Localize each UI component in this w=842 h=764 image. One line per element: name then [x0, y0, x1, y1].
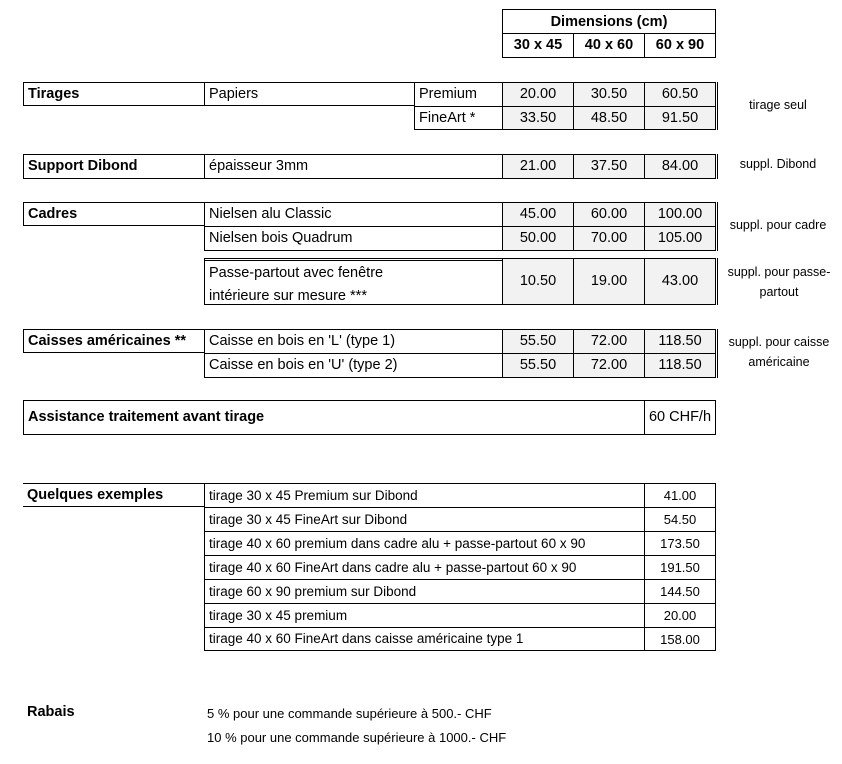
price-value: 60.50	[661, 86, 699, 103]
price-cell	[502, 226, 574, 251]
paper-label: Premium	[419, 86, 478, 103]
desc-text: Caisse en bois en 'U' (type 2)	[209, 357, 398, 374]
passe-line-2: intérieure sur mesure ***	[209, 288, 367, 304]
rabais-text: 10 % pour une commande supérieure à 1000.- CHF	[207, 729, 507, 745]
price-value: 72.00	[590, 333, 628, 350]
example-row	[204, 555, 645, 579]
note-caisse	[718, 332, 840, 372]
dimensions-label: Dimensions (cm)	[550, 13, 668, 30]
example-row	[204, 483, 645, 507]
price-value: 173.50	[660, 536, 700, 551]
size-header-30x45	[502, 33, 574, 58]
price-cell	[644, 353, 716, 378]
divider	[204, 105, 415, 106]
size-label: 40 x 60	[584, 37, 634, 54]
price-value: 54.50	[663, 512, 697, 527]
price-cell	[573, 106, 645, 130]
example-price	[644, 531, 716, 555]
section-title: Caisses américaines **	[28, 332, 186, 349]
section-title: Support Dibond	[28, 158, 138, 175]
example-price	[644, 555, 716, 579]
note-text: suppl. pour cadre	[729, 218, 827, 232]
cadres-label	[23, 202, 205, 226]
note-dibond	[718, 154, 838, 174]
section-title: Assistance traitement avant tirage	[28, 409, 265, 426]
price-cell	[573, 226, 645, 251]
paper-fineart	[414, 106, 502, 130]
size-label: 30 x 45	[513, 37, 563, 54]
section-title: Rabais	[27, 703, 75, 720]
price-cell	[573, 258, 645, 305]
price-value: 41.00	[663, 488, 697, 503]
example-row	[204, 531, 645, 555]
price-value: 33.50	[519, 109, 557, 126]
passe-partout-desc	[204, 258, 502, 305]
price-cell	[644, 329, 716, 354]
price-cell	[502, 202, 574, 227]
price-value: 60 CHF/h	[648, 409, 712, 426]
note-text: suppl. pour caisse	[728, 335, 830, 349]
section-title: Quelques exemples	[27, 486, 164, 503]
note-tirage-seul	[718, 95, 838, 115]
price-value: 158.00	[660, 631, 700, 647]
price-cell	[644, 258, 716, 305]
dibond-label	[23, 154, 205, 179]
price-value: 45.00	[519, 206, 557, 223]
price-value: 55.50	[519, 357, 557, 374]
example-price	[644, 579, 716, 603]
price-value: 48.50	[590, 109, 628, 126]
price-cell	[573, 154, 645, 179]
price-value: 50.00	[519, 230, 557, 247]
size-label: 60 x 90	[655, 37, 705, 54]
note-passe-partout	[718, 262, 840, 302]
papiers-label: Papiers	[209, 86, 259, 103]
price-value: 84.00	[661, 158, 699, 175]
example-desc: tirage 60 x 90 premium sur Dibond	[209, 583, 417, 599]
desc-text: Caisse en bois en 'L' (type 1)	[209, 333, 396, 350]
tirages-papiers	[204, 82, 415, 106]
example-row	[204, 627, 645, 651]
price-cell	[502, 106, 574, 130]
section-title: Tirages	[28, 85, 80, 102]
price-value: 105.00	[657, 230, 703, 247]
rabais-line-1	[207, 704, 492, 722]
section-title: Cadres	[28, 205, 78, 222]
rabais-label	[27, 703, 75, 721]
price-value: 100.00	[657, 206, 703, 223]
cadre-row-2	[204, 226, 502, 251]
price-cell	[573, 202, 645, 227]
example-price	[644, 507, 716, 531]
price-value: 20.00	[663, 608, 697, 623]
price-value: 60.00	[590, 206, 628, 223]
price-value: 72.00	[590, 357, 628, 374]
price-cell	[644, 202, 716, 227]
desc-text: Nielsen bois Quadrum	[209, 230, 353, 247]
assistance-label	[23, 400, 645, 435]
price-cell	[644, 226, 716, 251]
price-value: 10.50	[519, 273, 557, 290]
price-cell	[644, 154, 716, 179]
note-text: suppl. pour passe-	[727, 265, 831, 279]
example-desc: tirage 40 x 60 premium dans cadre alu + passe-partout 60 x 90	[209, 535, 586, 551]
price-value: 191.50	[660, 560, 700, 575]
price-value: 37.50	[590, 158, 628, 175]
caisses-label	[23, 329, 205, 353]
price-value: 91.50	[661, 109, 699, 126]
example-row	[204, 603, 645, 627]
passe-line-1: Passe-partout avec fenêtre	[209, 265, 384, 281]
size-header-40x60	[573, 33, 645, 58]
example-price	[644, 603, 716, 627]
example-price	[644, 483, 716, 507]
example-desc: tirage 30 x 45 premium	[209, 607, 348, 623]
paper-label: FineArt *	[419, 109, 476, 126]
price-value: 118.50	[658, 357, 702, 374]
price-cell	[502, 154, 574, 179]
caisse-row-2	[204, 353, 502, 378]
price-cell	[644, 82, 716, 107]
price-cell	[573, 82, 645, 107]
price-value: 144.50	[660, 584, 700, 599]
dimensions-header	[502, 9, 716, 34]
divider	[204, 260, 502, 261]
price-value: 30.50	[590, 86, 628, 103]
example-desc: tirage 40 x 60 FineArt dans caisse américaine type 1	[209, 631, 524, 647]
caisse-row-1	[204, 329, 502, 353]
example-desc: tirage 30 x 45 FineArt sur Dibond	[209, 511, 408, 527]
note-cadre	[718, 215, 838, 235]
note-text: suppl. Dibond	[739, 157, 817, 171]
example-desc: tirage 40 x 60 FineArt dans cadre alu + passe-partout 60 x 90	[209, 559, 577, 575]
example-desc: tirage 30 x 45 Premium sur Dibond	[209, 487, 418, 503]
price-value: 55.50	[519, 333, 557, 350]
example-row	[204, 579, 645, 603]
dibond-desc	[204, 154, 502, 179]
tirages-label	[23, 82, 205, 106]
price-value: 70.00	[590, 230, 628, 247]
price-value: 118.50	[658, 333, 702, 350]
note-text: partout	[759, 285, 799, 299]
assistance-price	[644, 400, 716, 435]
price-cell	[502, 329, 574, 354]
price-value: 20.00	[519, 86, 557, 103]
price-value: 19.00	[590, 273, 628, 290]
desc-text: Nielsen alu Classic	[209, 206, 332, 223]
example-price	[644, 627, 716, 651]
price-value: 43.00	[661, 273, 699, 290]
paper-premium	[414, 82, 502, 106]
price-cell	[502, 353, 574, 378]
note-text: américaine	[748, 355, 810, 369]
rabais-line-2	[207, 728, 506, 746]
rabais-text: 5 % pour une commande supérieure à 500.- CHF	[207, 705, 492, 721]
desc-text: épaisseur 3mm	[209, 158, 309, 175]
price-cell	[502, 258, 574, 305]
size-header-60x90	[644, 33, 716, 58]
note-text: tirage seul	[749, 98, 807, 112]
cadre-row-1	[204, 202, 502, 226]
price-cell	[573, 329, 645, 354]
price-cell	[644, 106, 716, 130]
example-row	[204, 507, 645, 531]
price-cell	[573, 353, 645, 378]
exemples-label	[23, 483, 205, 507]
price-value: 21.00	[519, 158, 557, 175]
price-cell	[502, 82, 574, 107]
